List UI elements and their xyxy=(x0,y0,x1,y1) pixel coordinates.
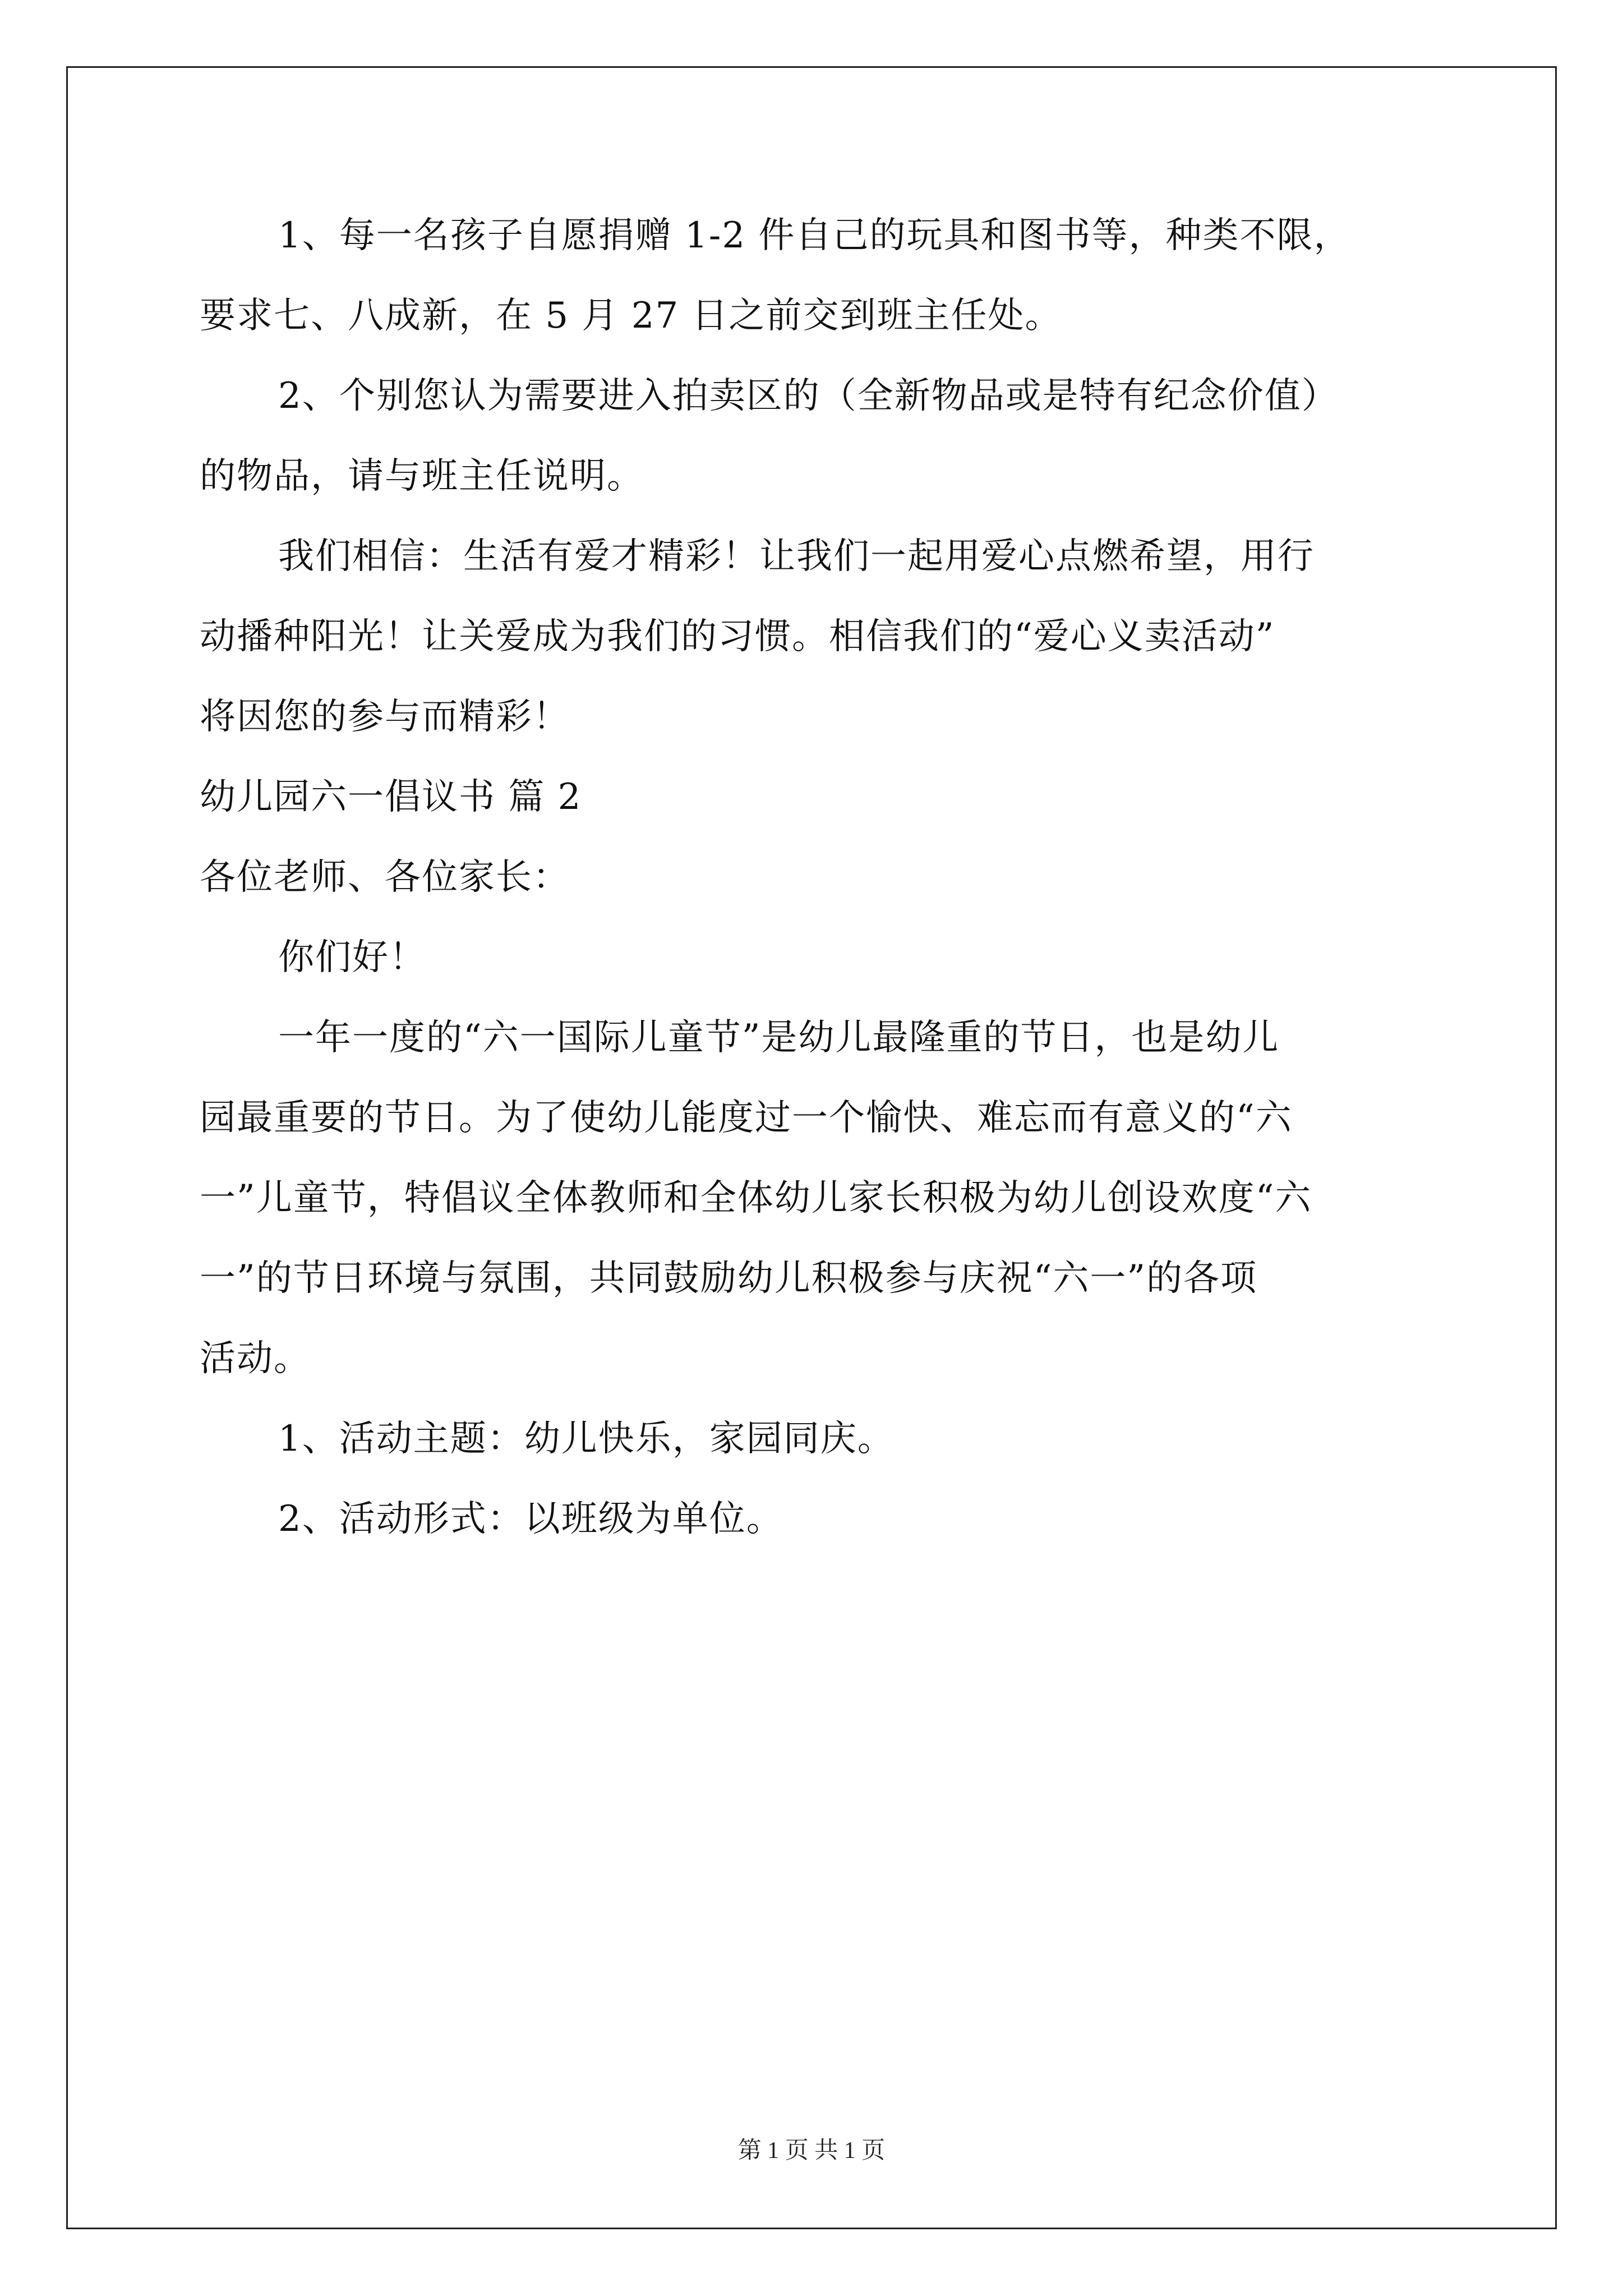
paragraph-line: 活动。 xyxy=(200,1338,311,1379)
paragraph-line: 一”的节日环境与氛围，共同鼓励幼儿积极参与庆祝“六一”的各项 xyxy=(200,1258,1258,1299)
paragraph-line: 一年一度的“六一国际儿童节”是幼儿最隆重的节日，也是幼儿 xyxy=(278,1017,1280,1059)
salutation: 各位老师、各位家长： xyxy=(200,857,570,898)
paragraph-line: 我们相信：生活有爱才精彩！让我们一起用爱心点燃希望，用行 xyxy=(278,536,1315,577)
page-number-footer: 第 1 页 共 1 页 xyxy=(737,2138,886,2164)
list-item: 2、活动形式：以班级为单位。 xyxy=(278,1498,783,1540)
paragraph-line: 2、个别您认为需要进入拍卖区的（全新物品或是特有纪念价值） xyxy=(278,375,1339,417)
list-item: 1、活动主题：幼儿快乐，家园同庆。 xyxy=(278,1418,895,1460)
paragraph-line: 动播种阳光！让关爱成为我们的习惯。相信我们的“爱心义卖活动” xyxy=(200,616,1275,657)
paragraph-line: 一”儿童节，特倡议全体教师和全体幼儿家长积极为幼儿创设欢度“六 xyxy=(200,1177,1312,1219)
section-heading: 幼儿园六一倡议书 篇 2 xyxy=(200,776,582,818)
paragraph-line: 将因您的参与而精彩！ xyxy=(200,696,570,738)
paragraph-line: 1、每一名孩子自愿捐赠 1-2 件自己的玩具和图书等，种类不限， xyxy=(278,215,1351,256)
greeting: 你们好！ xyxy=(278,937,426,978)
paragraph-line: 的物品，请与班主任说明。 xyxy=(200,455,644,497)
paragraph-line: 园最重要的节日。为了使幼儿能度过一个愉快、难忘而有意义的“六 xyxy=(200,1097,1293,1139)
paragraph-line: 要求七、八成新，在 5 月 27 日之前交到班主任处。 xyxy=(200,295,1062,337)
